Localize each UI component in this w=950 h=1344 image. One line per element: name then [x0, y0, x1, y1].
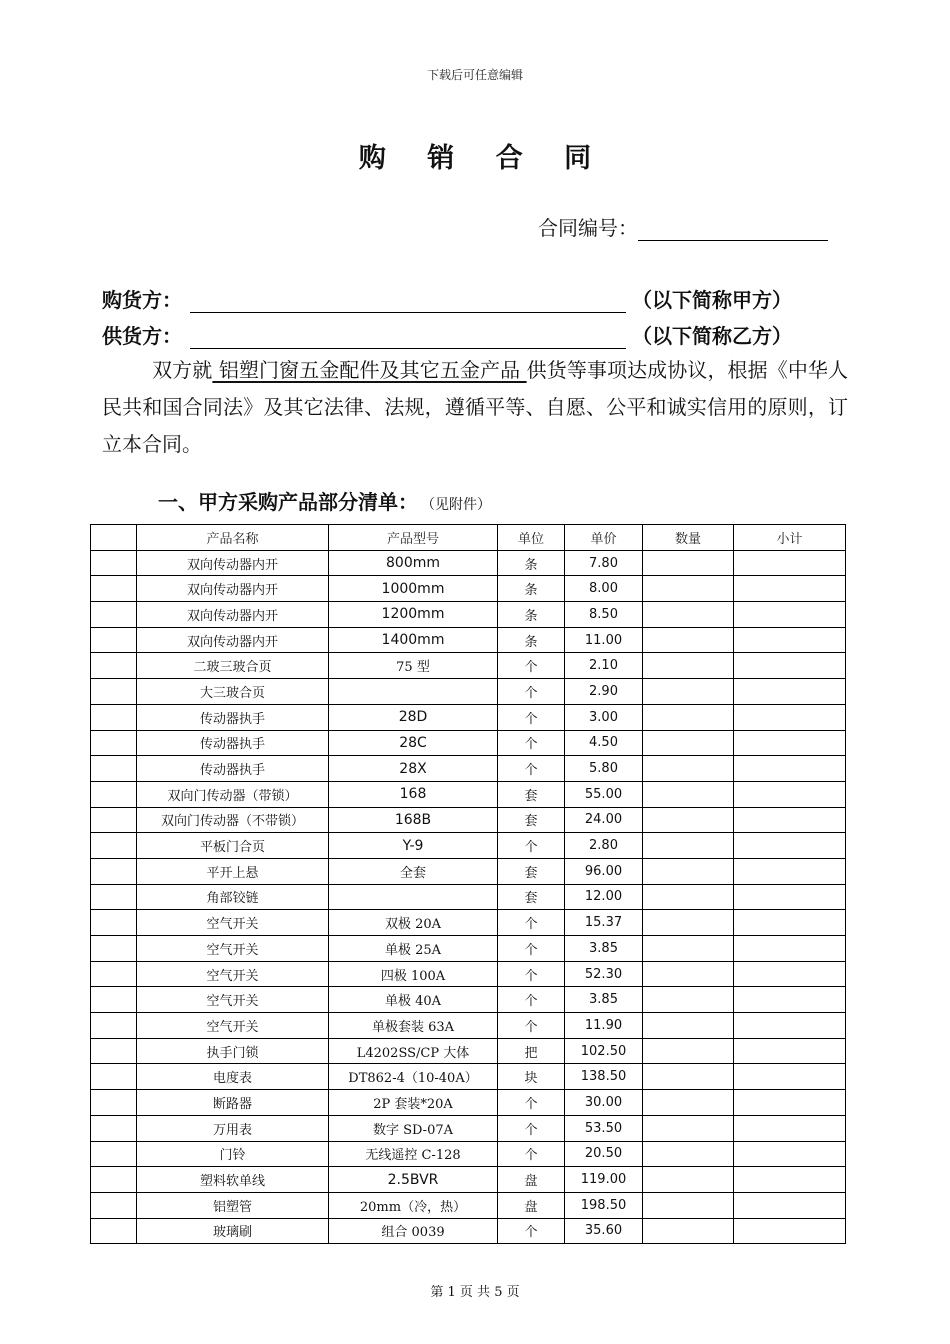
cell-subtotal — [734, 653, 846, 679]
cell-product-model: 单极套装 63A — [329, 1013, 498, 1039]
cell-product-model: 全套 — [329, 858, 498, 884]
cell-unit-price: 3.85 — [565, 987, 643, 1013]
cell-product-model: 20mm（冷，热） — [329, 1192, 498, 1218]
cell-subtotal — [734, 858, 846, 884]
table-row — [91, 653, 846, 679]
cell-quantity — [643, 1192, 734, 1218]
table-row — [91, 936, 846, 962]
cell-unit: 个 — [498, 936, 565, 962]
cell-product-name: 传动器执手 — [137, 730, 329, 756]
table-row — [91, 1013, 846, 1039]
cell-unit: 个 — [498, 730, 565, 756]
cell-unit-price: 102.50 — [565, 1038, 643, 1064]
table-row — [91, 602, 846, 628]
cell-product-name: 双向传动器内开 — [137, 576, 329, 602]
table-row — [91, 730, 846, 756]
cell-index — [91, 550, 137, 576]
cell-subtotal — [734, 1013, 846, 1039]
cell-product-name: 电度表 — [137, 1064, 329, 1090]
cell-subtotal — [734, 910, 846, 936]
cell-product-model: 双极 20A — [329, 910, 498, 936]
header-index — [91, 525, 137, 551]
cell-unit: 个 — [498, 1090, 565, 1116]
cell-quantity — [643, 1038, 734, 1064]
cell-unit: 个 — [498, 704, 565, 730]
cell-index — [91, 1218, 137, 1244]
cell-product-name: 门铃 — [137, 1141, 329, 1167]
cell-unit-price: 3.85 — [565, 936, 643, 962]
cell-product-name: 双向门传动器（不带锁） — [137, 807, 329, 833]
cell-product-model: Y-9 — [329, 833, 498, 859]
cell-subtotal — [734, 550, 846, 576]
cell-unit: 个 — [498, 1218, 565, 1244]
cell-quantity — [643, 576, 734, 602]
cell-unit: 个 — [498, 961, 565, 987]
cell-quantity — [643, 807, 734, 833]
cell-subtotal — [734, 936, 846, 962]
cell-quantity — [643, 910, 734, 936]
cell-product-name: 空气开关 — [137, 987, 329, 1013]
cell-product-name: 双向传动器内开 — [137, 550, 329, 576]
cell-unit: 个 — [498, 987, 565, 1013]
cell-quantity — [643, 858, 734, 884]
table-row — [91, 833, 846, 859]
cell-quantity — [643, 1064, 734, 1090]
cell-index — [91, 756, 137, 782]
cell-product-model: 800mm — [329, 550, 498, 576]
table-row — [91, 858, 846, 884]
cell-unit-price: 2.90 — [565, 679, 643, 705]
cell-index — [91, 653, 137, 679]
cell-index — [91, 884, 137, 910]
cell-product-model — [329, 679, 498, 705]
cell-unit: 块 — [498, 1064, 565, 1090]
cell-unit: 个 — [498, 833, 565, 859]
cell-subtotal — [734, 833, 846, 859]
table-row — [91, 910, 846, 936]
cell-index — [91, 602, 137, 628]
cell-index — [91, 1192, 137, 1218]
cell-subtotal — [734, 1141, 846, 1167]
cell-quantity — [643, 1013, 734, 1039]
cell-subtotal — [734, 1064, 846, 1090]
cell-quantity — [643, 679, 734, 705]
cell-product-name: 塑料软单线 — [137, 1167, 329, 1193]
cell-unit-price: 198.50 — [565, 1192, 643, 1218]
cell-product-model: 2P 套装*20A — [329, 1090, 498, 1116]
cell-product-name: 铝塑管 — [137, 1192, 329, 1218]
cell-product-name: 双向传动器内开 — [137, 602, 329, 628]
buyer-label: 购货方： — [102, 288, 182, 312]
page-footer: 第 1 页 共 5 页 — [430, 1285, 520, 1300]
cell-unit: 个 — [498, 1141, 565, 1167]
cell-unit-price: 15.37 — [565, 910, 643, 936]
cell-quantity — [643, 884, 734, 910]
para-rest: 供货等事项达成协议，根据《中华人民共和国合同法》及其它法律、法规，遵循平等、自愿、公平和诚实信用的原则，订立本合同。 — [102, 358, 849, 456]
cell-product-name: 角部铰链 — [137, 884, 329, 910]
cell-unit-price: 55.00 — [565, 781, 643, 807]
cell-unit-price: 52.30 — [565, 961, 643, 987]
cell-unit-price: 2.10 — [565, 653, 643, 679]
cell-product-name: 执手门锁 — [137, 1038, 329, 1064]
cell-product-model: 28D — [329, 704, 498, 730]
seller-label: 供货方： — [102, 324, 182, 348]
table-row — [91, 987, 846, 1013]
cell-product-model: 2.5BVR — [329, 1167, 498, 1193]
contract-number-blank — [638, 218, 828, 241]
cell-unit: 个 — [498, 1115, 565, 1141]
cell-index — [91, 1038, 137, 1064]
cell-index — [91, 627, 137, 653]
cell-index — [91, 858, 137, 884]
cell-unit-price: 2.80 — [565, 833, 643, 859]
buyer-suffix: （以下简称甲方） — [632, 288, 792, 312]
cell-product-model: L4202SS/CP 大体 — [329, 1038, 498, 1064]
seller-suffix: （以下简称乙方） — [632, 324, 792, 348]
cell-unit: 条 — [498, 576, 565, 602]
cell-index — [91, 1064, 137, 1090]
cell-index — [91, 807, 137, 833]
cell-unit: 把 — [498, 1038, 565, 1064]
table-row — [91, 1192, 846, 1218]
cell-product-name: 大三玻合页 — [137, 679, 329, 705]
cell-unit: 盘 — [498, 1167, 565, 1193]
cell-product-name: 空气开关 — [137, 910, 329, 936]
cell-product-name: 空气开关 — [137, 1013, 329, 1039]
page-header-note: 下载后可任意编辑 — [426, 68, 523, 82]
cell-unit-price: 12.00 — [565, 884, 643, 910]
cell-index — [91, 1090, 137, 1116]
cell-index — [91, 679, 137, 705]
table-row — [91, 1090, 846, 1116]
cell-unit: 条 — [498, 602, 565, 628]
cell-unit-price: 96.00 — [565, 858, 643, 884]
cell-product-model: 单极 40A — [329, 987, 498, 1013]
cell-subtotal — [734, 730, 846, 756]
cell-unit-price: 24.00 — [565, 807, 643, 833]
cell-product-model: 168 — [329, 781, 498, 807]
seller-blank — [190, 324, 626, 349]
cell-product-name: 二玻三玻合页 — [137, 653, 329, 679]
cell-product-name: 双向门传动器（带锁） — [137, 781, 329, 807]
table-row — [91, 884, 846, 910]
cell-index — [91, 987, 137, 1013]
cell-unit-price: 138.50 — [565, 1064, 643, 1090]
cell-quantity — [643, 1218, 734, 1244]
cell-quantity — [643, 833, 734, 859]
cell-unit-price: 4.50 — [565, 730, 643, 756]
table-row — [91, 1038, 846, 1064]
cell-product-name: 空气开关 — [137, 961, 329, 987]
table-row — [91, 781, 846, 807]
cell-product-name: 万用表 — [137, 1115, 329, 1141]
cell-unit: 个 — [498, 653, 565, 679]
cell-unit-price: 5.80 — [565, 756, 643, 782]
table-row — [91, 627, 846, 653]
cell-index — [91, 1141, 137, 1167]
cell-subtotal — [734, 781, 846, 807]
table-row — [91, 1064, 846, 1090]
cell-index — [91, 910, 137, 936]
cell-unit-price: 8.50 — [565, 602, 643, 628]
cell-quantity — [643, 961, 734, 987]
section-heading-text: 一、甲方采购产品部分清单： — [158, 490, 418, 514]
cell-unit: 盘 — [498, 1192, 565, 1218]
table-row — [91, 1141, 846, 1167]
cell-subtotal — [734, 704, 846, 730]
cell-subtotal — [734, 602, 846, 628]
cell-product-model: 1400mm — [329, 627, 498, 653]
cell-index — [91, 936, 137, 962]
cell-index — [91, 704, 137, 730]
cell-product-model: 75 型 — [329, 653, 498, 679]
cell-unit: 个 — [498, 910, 565, 936]
cell-subtotal — [734, 1218, 846, 1244]
table-row — [91, 1167, 846, 1193]
table-row — [91, 1115, 846, 1141]
table-row — [91, 807, 846, 833]
cell-subtotal — [734, 1090, 846, 1116]
buyer-blank — [190, 288, 626, 313]
cell-unit-price: 30.00 — [565, 1090, 643, 1116]
cell-quantity — [643, 936, 734, 962]
product-table — [90, 524, 846, 1244]
cell-quantity — [643, 730, 734, 756]
cell-unit: 条 — [498, 550, 565, 576]
cell-unit: 套 — [498, 858, 565, 884]
cell-quantity — [643, 653, 734, 679]
cell-product-name: 平板门合页 — [137, 833, 329, 859]
cell-quantity — [643, 987, 734, 1013]
buyer-line — [102, 284, 792, 313]
cell-product-model: 28X — [329, 756, 498, 782]
cell-unit: 套 — [498, 781, 565, 807]
cell-product-name: 空气开关 — [137, 936, 329, 962]
table-row — [91, 679, 846, 705]
cell-product-name: 传动器执手 — [137, 756, 329, 782]
cell-product-model: 无线遥控 C-128 — [329, 1141, 498, 1167]
cell-product-name: 玻璃刷 — [137, 1218, 329, 1244]
cell-quantity — [643, 1115, 734, 1141]
cell-unit: 套 — [498, 807, 565, 833]
cell-unit-price: 8.00 — [565, 576, 643, 602]
cell-quantity — [643, 1090, 734, 1116]
cell-quantity — [643, 1167, 734, 1193]
cell-quantity — [643, 550, 734, 576]
cell-index — [91, 961, 137, 987]
cell-product-model: 1000mm — [329, 576, 498, 602]
cell-product-model — [329, 884, 498, 910]
seller-line — [102, 320, 792, 349]
cell-unit-price: 11.00 — [565, 627, 643, 653]
para-lead: 双方就 — [152, 358, 213, 382]
cell-quantity — [643, 1141, 734, 1167]
cell-quantity — [643, 627, 734, 653]
table-row — [91, 756, 846, 782]
cell-product-model: 168B — [329, 807, 498, 833]
cell-index — [91, 781, 137, 807]
cell-index — [91, 730, 137, 756]
agreement-paragraph — [102, 352, 848, 463]
section-heading-note: （见附件） — [428, 497, 491, 513]
cell-product-model: 数字 SD-07A — [329, 1115, 498, 1141]
cell-product-model: 28C — [329, 730, 498, 756]
cell-subtotal — [734, 627, 846, 653]
table-header-row — [91, 525, 846, 551]
cell-product-name: 传动器执手 — [137, 704, 329, 730]
cell-unit: 个 — [498, 1013, 565, 1039]
header-product-name: 产品名称 — [137, 525, 329, 551]
cell-index — [91, 833, 137, 859]
cell-subtotal — [734, 961, 846, 987]
table-row — [91, 576, 846, 602]
cell-index — [91, 1013, 137, 1039]
header-unit: 单位 — [498, 525, 565, 551]
cell-quantity — [643, 704, 734, 730]
contract-number-label: 合同编号： — [538, 216, 638, 240]
cell-product-model: 组合 0039 — [329, 1218, 498, 1244]
header-quantity: 数量 — [643, 525, 734, 551]
section-heading — [158, 486, 491, 515]
cell-quantity — [643, 756, 734, 782]
cell-subtotal — [734, 1038, 846, 1064]
cell-product-model: 四极 100A — [329, 961, 498, 987]
cell-subtotal — [734, 679, 846, 705]
cell-product-model: DT862-4（10-40A） — [329, 1064, 498, 1090]
cell-unit: 个 — [498, 756, 565, 782]
cell-unit-price: 35.60 — [565, 1218, 643, 1244]
cell-product-name: 平开上悬 — [137, 858, 329, 884]
cell-index — [91, 576, 137, 602]
cell-product-model: 1200mm — [329, 602, 498, 628]
cell-unit-price: 53.50 — [565, 1115, 643, 1141]
cell-index — [91, 1115, 137, 1141]
cell-unit-price: 7.80 — [565, 550, 643, 576]
cell-product-name: 断路器 — [137, 1090, 329, 1116]
document-title: 购 销 合 同 — [358, 143, 608, 174]
cell-product-model: 单极 25A — [329, 936, 498, 962]
cell-subtotal — [734, 756, 846, 782]
cell-unit-price: 119.00 — [565, 1167, 643, 1193]
para-product: 铝塑门窗五金配件及其它五金产品 — [212, 358, 527, 382]
cell-quantity — [643, 781, 734, 807]
cell-subtotal — [734, 1115, 846, 1141]
cell-unit-price: 20.50 — [565, 1141, 643, 1167]
cell-unit-price: 3.00 — [565, 704, 643, 730]
cell-unit: 个 — [498, 679, 565, 705]
table-row — [91, 961, 846, 987]
header-product-model: 产品型号 — [329, 525, 498, 551]
cell-subtotal — [734, 1192, 846, 1218]
cell-unit-price: 11.90 — [565, 1013, 643, 1039]
table-row — [91, 550, 846, 576]
table-row — [91, 704, 846, 730]
cell-subtotal — [734, 807, 846, 833]
cell-quantity — [643, 602, 734, 628]
header-unit-price: 单价 — [565, 525, 643, 551]
cell-unit: 条 — [498, 627, 565, 653]
cell-subtotal — [734, 576, 846, 602]
table-row — [91, 1218, 846, 1244]
cell-product-name: 双向传动器内开 — [137, 627, 329, 653]
cell-subtotal — [734, 884, 846, 910]
cell-subtotal — [734, 1167, 846, 1193]
cell-subtotal — [734, 987, 846, 1013]
cell-unit: 套 — [498, 884, 565, 910]
contract-number-line — [538, 212, 828, 241]
cell-index — [91, 1167, 137, 1193]
header-subtotal: 小计 — [734, 525, 846, 551]
